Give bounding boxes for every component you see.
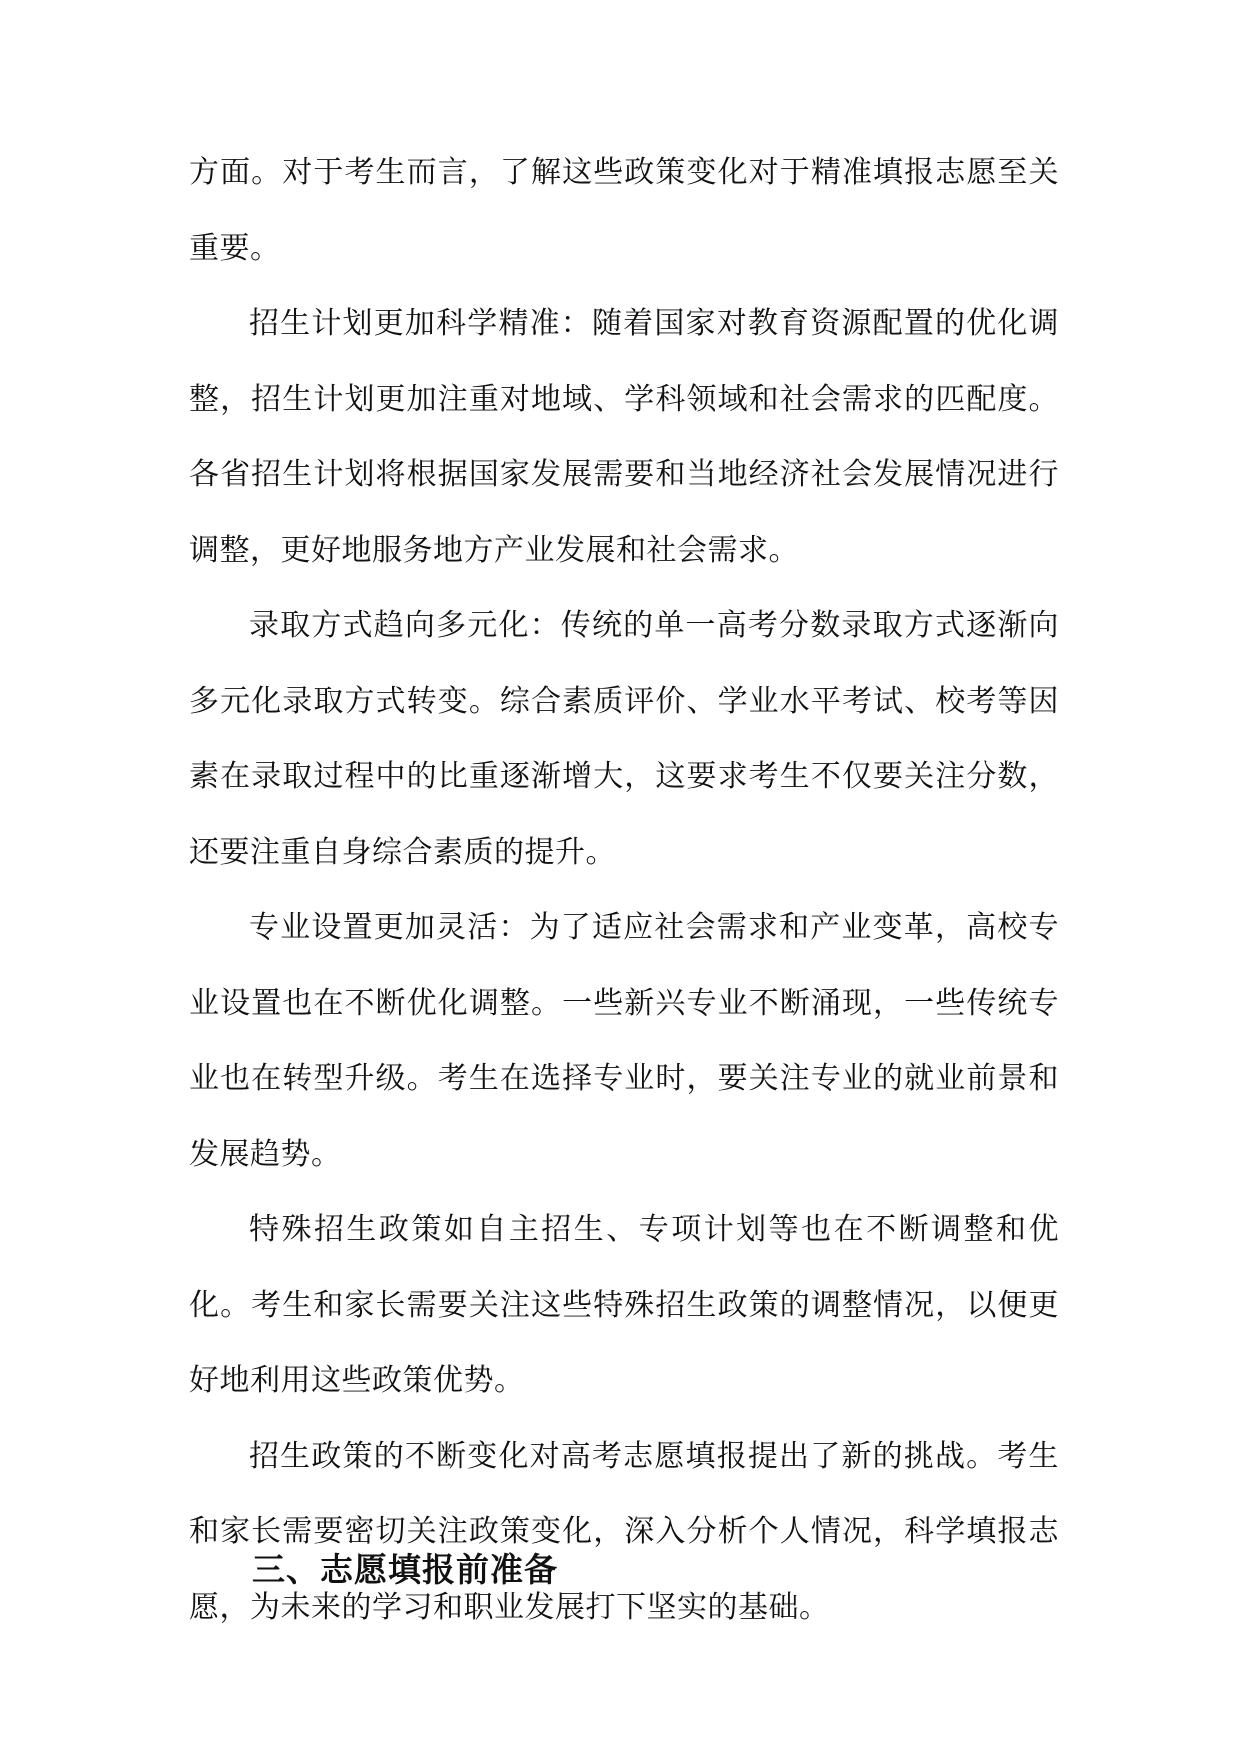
paragraph-major-settings: 专业设置更加灵活：为了适应社会需求和产业变革，高校专业设置也在不断优化调整。一些新兴专业不断涌现，一些传统专业也在转型升级。考生在选择专业时，要关注专业的就业前景和发展趋势。 — [189, 910, 1059, 1172]
body-text — [189, 135, 1059, 1645]
paragraph-special-policies: 特殊招生政策如自主招生、专项计划等也在不断调整和优化。考生和家长需要关注这些特殊招生政策的调整情况，以便更好地利用这些政策优势。 — [189, 1212, 1059, 1398]
paragraph-continuation: 方面。对于考生而言，了解这些政策变化对于精准填报志愿至关重要。 — [189, 155, 1059, 266]
paragraph-conclusion: 招生政策的不断变化对高考志愿填报提出了新的挑战。考生和家长需要密切关注政策变化，深入分析个人情况，科学填报志愿，为未来的学习和职业发展打下坚实的基础。 — [189, 1438, 1059, 1625]
paragraph-admission-methods: 录取方式趋向多元化：传统的单一高考分数录取方式逐渐向多元化录取方式转变。综合素质评价、学业水平考试、校考等因素在录取过程中的比重逐渐增大，这要求考生不仅要关注分数，还要注重自身综合素质的提升。 — [189, 608, 1059, 870]
section-heading: 三、志愿填报前准备 — [252, 1550, 558, 1589]
paragraph-enrollment-plan: 招生计划更加科学精准：随着国家对教育资源配置的优化调整，招生计划更加注重对地域、学科领域和社会需求的匹配度。各省招生计划将根据国家发展需要和当地经济社会发展情况进行调整，更好地服务地方产业发展和社会需求。 — [189, 306, 1059, 568]
